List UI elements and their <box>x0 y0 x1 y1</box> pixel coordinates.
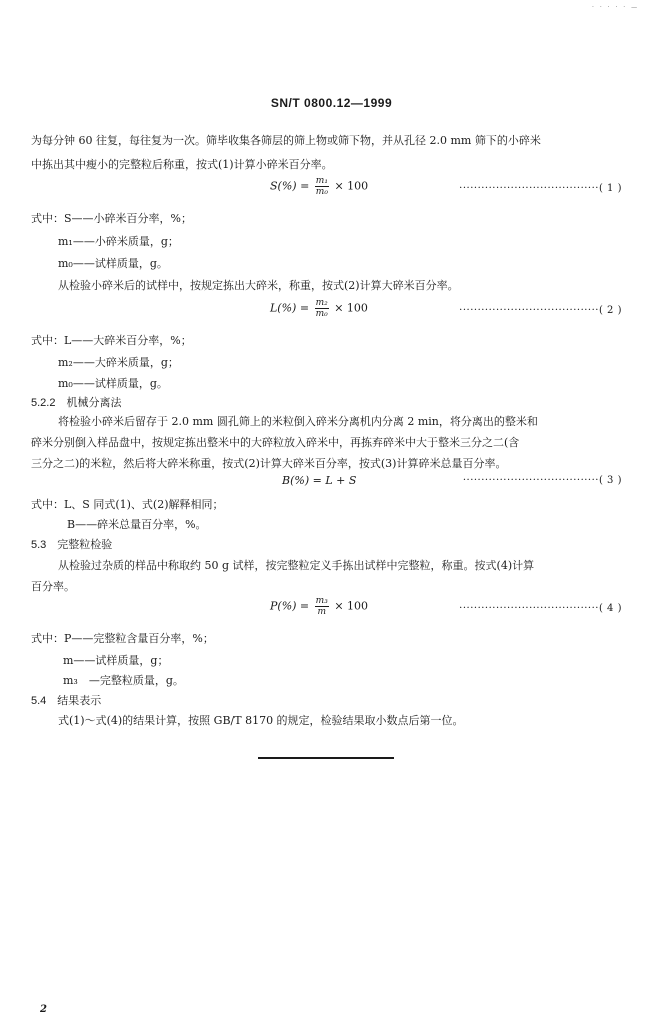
formula-number-2 <box>430 305 622 316</box>
leader-dots: ······································ <box>459 603 599 614</box>
where-line: m——试样质量，g； <box>63 654 169 667</box>
where-line: m₂——大碎米质量，g； <box>58 356 179 369</box>
formula-1 <box>270 176 368 197</box>
paragraph-line: 三分之二)的米粒，然后将大碎米称重，按式(2)计算大碎米百分率，按式(3)计算碎米总量百分率。 <box>31 457 507 470</box>
where-line: m₀——试样质量，g。 <box>58 377 168 390</box>
leader-dots: ······································ <box>459 305 599 316</box>
formula-4 <box>270 596 368 617</box>
page-number: 2 <box>40 1004 47 1015</box>
where-line: 式中：S——小碎米百分率，%； <box>31 212 192 225</box>
formula-2 <box>270 298 368 319</box>
where-line: 式中：L——大碎米百分率，%； <box>31 334 192 347</box>
paragraph-line: 为每分钟 60 往复，每往复为一次。筛毕收集各筛层的筛上物或筛下物，并从孔径 2.0 mm 筛下的小碎米 <box>31 134 541 147</box>
equation-number: ( 3 ) <box>598 475 622 486</box>
section-heading-5-2-2: 5.2.2 机械分离法 <box>31 397 122 409</box>
fraction-numerator: m₃ <box>315 596 328 606</box>
fraction-numerator: m₂ <box>315 298 328 308</box>
where-line: m₁——小碎米质量，g； <box>58 235 179 248</box>
equation-number: ( 4 ) <box>598 603 622 614</box>
formula-lhs: S(%) = <box>270 179 310 193</box>
standard-header: SN/T 0800.12—1999 <box>270 96 393 110</box>
where-line: m₃ —完整粒质量，g。 <box>63 674 184 687</box>
formula-number-4 <box>430 603 622 614</box>
end-rule <box>258 757 394 759</box>
formula-number-3 <box>430 475 622 486</box>
paragraph-line: 将检验小碎米后留存于 2.0 mm 圆孔筛上的米粒倒入碎米分离机内分离 2 min，将分离出的整米和 <box>58 415 538 428</box>
formula-3: B(%) = L + S <box>282 474 357 487</box>
formula-fraction <box>315 176 329 197</box>
formula-rhs: × 100 <box>334 179 369 193</box>
paragraph-line: 中拣出其中瘦小的完整粒后称重，按式(1)计算小碎米百分率。 <box>31 158 333 171</box>
fraction-denominator: m <box>317 607 326 617</box>
where-line: B——碎米总量百分率，%。 <box>67 518 207 531</box>
formula-rhs: × 100 <box>334 301 368 315</box>
formula-rhs: × 100 <box>334 599 369 613</box>
section-heading-5-3: 5.3 完整粒检验 <box>31 539 113 551</box>
formula-lhs: P(%) = <box>270 599 310 613</box>
corner-mark: · · · · · — <box>592 4 640 11</box>
leader-dots: ······································ <box>459 183 599 194</box>
where-line: 式中：L、S 同式(1)、式(2)解释相同； <box>31 498 224 511</box>
leader-dots: ····································· <box>462 475 599 486</box>
fraction-denominator: m₀ <box>315 309 328 319</box>
formula-lhs: L(%) = <box>270 301 310 315</box>
paragraph-line: 从检验小碎米后的试样中，按规定拣出大碎米，称重，按式(2)计算大碎米百分率。 <box>58 279 459 292</box>
fraction-numerator: m₁ <box>315 176 328 186</box>
paragraph-line: 百分率。 <box>31 580 75 593</box>
formula-fraction <box>315 596 329 617</box>
paragraph-line: 式(1)～式(4)的结果计算，按照 GB/T 8170 的规定，检验结果取小数点后第一位。 <box>58 714 464 727</box>
paragraph-line: 从检验过杂质的样品中称取约 50 g 试样，按完整粒定义手拣出试样中完整粒，称重。按式(4)计算 <box>58 559 535 572</box>
fraction-denominator: m₀ <box>315 187 328 197</box>
equation-number: ( 1 ) <box>598 183 622 194</box>
formula-fraction <box>315 298 329 319</box>
equation-number: ( 2 ) <box>598 305 622 316</box>
formula-number-1 <box>430 183 622 194</box>
section-heading-5-4: 5.4 结果表示 <box>31 695 102 707</box>
where-line: 式中：P——完整粒含量百分率，%； <box>31 632 214 645</box>
paragraph-line: 碎米分别倒入样品盘中，按规定拣出整米中的大碎粒放入碎米中，再拣弃碎米中大于整米三分之二(含 <box>31 436 520 449</box>
where-line: m₀——试样质量，g。 <box>58 257 168 270</box>
